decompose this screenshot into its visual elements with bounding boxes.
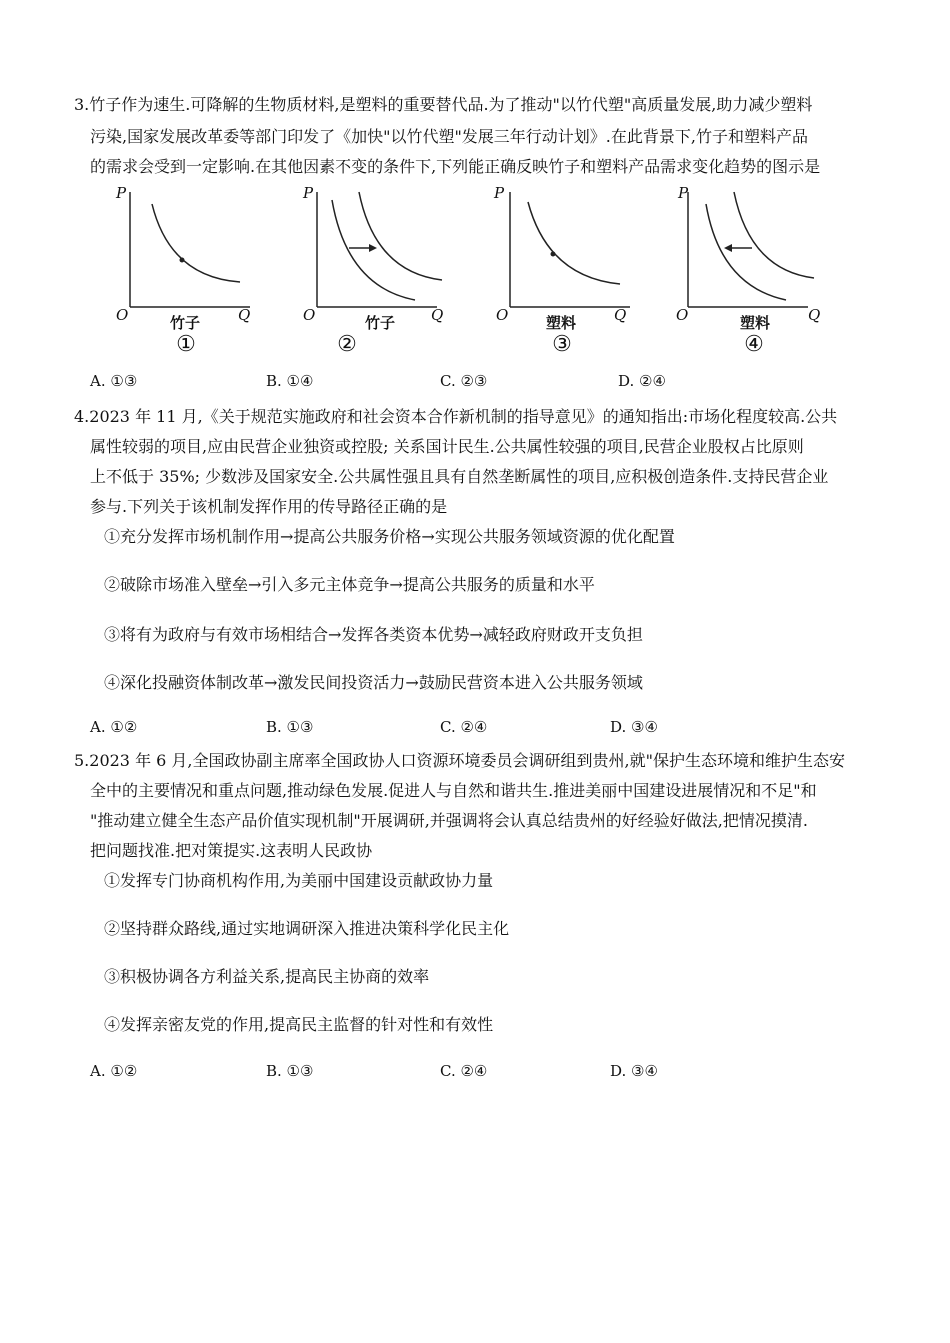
option-a[interactable]: A. ①③ [90, 372, 138, 390]
option-b[interactable]: B. ①③ [266, 1062, 314, 1080]
graph-number: ② [337, 332, 357, 357]
original-curve [332, 200, 415, 300]
curve-point [551, 252, 556, 257]
graph-number: ③ [552, 332, 572, 357]
option-d[interactable]: D. ③④ [610, 718, 658, 736]
graph-category-label: 塑料 [546, 314, 577, 332]
shifted-curve [706, 204, 786, 300]
graph-4 [668, 182, 821, 362]
graph-3 [490, 182, 640, 362]
option-a[interactable]: A. ①② [90, 718, 138, 736]
q4-line-4: 参与.下列关于该机制发挥作用的传导路径正确的是 [90, 497, 448, 516]
origin-label: O [116, 306, 129, 324]
q5-line-2: 全中的主要情况和重点问题,推动绿色发展.促进人与自然和谐共生.推进美丽中国建设进展情况和不足"和 [90, 781, 817, 800]
q4-statement-4: ④深化投融资体制改革→激发民间投资活力→鼓励民营资本进入公共服务领域 [104, 673, 643, 692]
q-axis-label: Q [614, 306, 627, 324]
q5-statement-4: ④发挥亲密友党的作用,提高民主监督的针对性和有效性 [104, 1015, 494, 1034]
q4-statement-2: ②破除市场准入壁垒→引入多元主体竞争→提高公共服务的质量和水平 [104, 575, 595, 594]
p-axis-label: P [116, 184, 127, 202]
q-axis-label: Q [238, 306, 251, 324]
origin-label: O [496, 306, 509, 324]
graph-category-label: 竹子 [170, 314, 201, 332]
demand-curve [152, 204, 240, 282]
q5-statement-1: ①发挥专门协商机构作用,为美丽中国建设贡献政协力量 [104, 871, 494, 890]
q5-line-3: "推动建立健全生态产品价值实现机制"开展调研,并强调将会认真总结贵州的好经验好做法,把情况摸清. [90, 811, 808, 830]
shift-left-arrow [724, 244, 732, 252]
q5-line-1: 5.2023 年 6 月,全国政协副主席率全国政协人口资源环境委员会调研组到贵州,就"保护生态环境和维护生态安 [74, 751, 845, 770]
q3-line-1: 3.竹子作为速生.可降解的生物质材料,是塑料的重要替代品.为了推动"以竹代塑"高质量发展,助力减少塑料 [74, 95, 813, 114]
original-curve [734, 192, 814, 278]
q-axis-label: Q [808, 306, 821, 324]
graph-category-label: 塑料 [740, 314, 771, 332]
option-d[interactable]: D. ③④ [610, 1062, 658, 1080]
q4-statement-3: ③将有为政府与有效市场相结合→发挥各类资本优势→减轻政府财政开支负担 [104, 625, 643, 644]
p-axis-label: P [678, 184, 689, 202]
q5-statement-3: ③积极协调各方利益关系,提高民主协商的效率 [104, 967, 430, 986]
option-c[interactable]: C. ②④ [440, 718, 488, 736]
q4-options [90, 718, 890, 742]
q4-line-1: 4.2023 年 11 月,《关于规范实施政府和社会资本合作新机制的指导意见》的通知指出:市场化程度较高.公共 [74, 407, 838, 426]
option-b[interactable]: B. ①③ [266, 718, 314, 736]
p-axis-label: P [303, 184, 314, 202]
curve-point [180, 258, 185, 263]
graph-category-label: 竹子 [365, 314, 396, 332]
p-axis-label: P [494, 184, 505, 202]
shifted-curve [359, 192, 442, 280]
origin-label: O [303, 306, 316, 324]
option-a[interactable]: A. ①② [90, 1062, 138, 1080]
q5-options [90, 1062, 890, 1086]
q-axis-label: Q [431, 306, 444, 324]
option-d[interactable]: D. ②④ [618, 372, 666, 390]
graph-2 [297, 182, 447, 362]
demand-curve [528, 202, 620, 284]
q3-line-3: 的需求会受到一定影响.在其他因素不变的条件下,下列能正确反映竹子和塑料产品需求变化趋势的图示是 [90, 157, 821, 176]
q3-options [90, 372, 890, 396]
graph-number: ① [176, 332, 196, 357]
q4-statement-1: ①充分发挥市场机制作用→提高公共服务价格→实现公共服务领域资源的优化配置 [104, 527, 675, 546]
option-c[interactable]: C. ②④ [440, 1062, 488, 1080]
graph-number: ④ [744, 332, 764, 357]
origin-label: O [676, 306, 689, 324]
q5-line-4: 把问题找准.把对策提实.这表明人民政协 [90, 841, 373, 860]
graph-1 [110, 182, 260, 362]
q3-line-2: 污染,国家发展改革委等部门印发了《加快"以竹代塑"发展三年行动计划》.在此背景下,竹子和塑料产品 [90, 127, 808, 146]
option-c[interactable]: C. ②③ [440, 372, 488, 390]
shift-right-arrow [369, 244, 377, 252]
option-b[interactable]: B. ①④ [266, 372, 314, 390]
q4-line-2: 属性较弱的项目,应由民营企业独资或控股; 关系国计民生.公共属性较强的项目,民营企业股权占比原则 [90, 437, 804, 456]
q5-statement-2: ②坚持群众路线,通过实地调研深入推进决策科学化民主化 [104, 919, 510, 938]
q4-line-3: 上不低于 35%; 少数涉及国家安全.公共属性强且具有自然垄断属性的项目,应积极创造条件.支持民营企业 [90, 467, 829, 486]
